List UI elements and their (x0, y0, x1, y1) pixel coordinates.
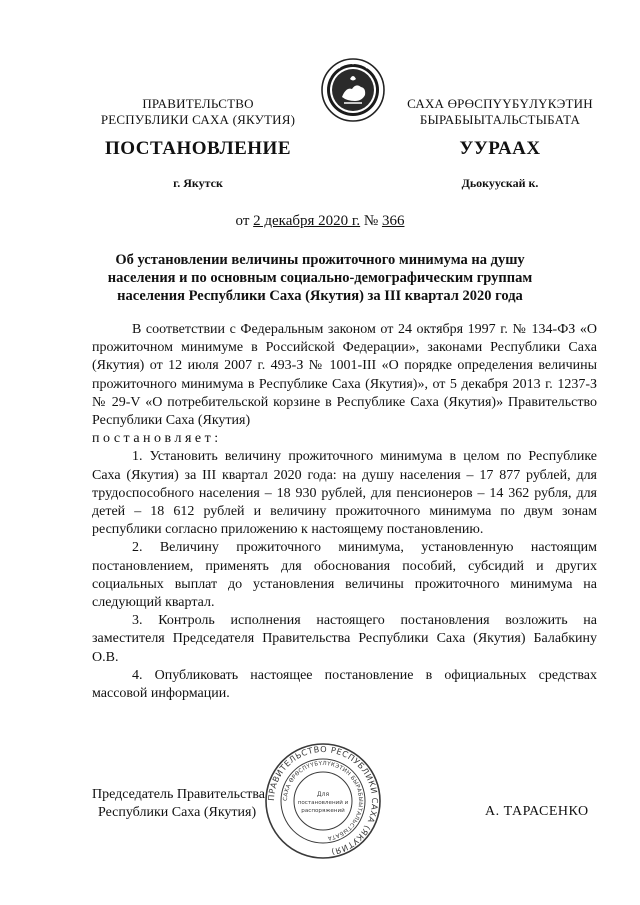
subject-line1: Об установлении величины прожиточного минимума на душу (115, 252, 525, 268)
item-1-paragraph: 1. Установить величину прожиточного минимума в целом по Республике Саха (Якутия) за III квартал 2020 года: на душу населения – 17 877 рублей, для трудоспособного населения – 18 930 рублей, для пенсионеров – 14 362 рубля, для детей – 18 612 рублей и величину прожиточного минимума по двум зонам республики согласно приложению к настоящему постановлению. (92, 449, 597, 538)
coat-of-arms-icon (320, 57, 386, 123)
signatory-position (92, 786, 292, 822)
subject-line3: населения Республики Саха (Якутия) за III квартал 2020 года (117, 288, 523, 304)
document-body (92, 321, 597, 703)
item-2-paragraph: 2. Величину прожиточного минимума, установленную настоящим постановлением, применять для обоснования пособий, субсидий и других социальных выплат до установления величины прожиточного минимума на следующий квартал. (92, 540, 597, 611)
seal-center-line1: Для (316, 791, 330, 798)
preamble-paragraph: В соответствии с Федеральным законом от 24 октября 1997 г. № 134-ФЗ «О прожиточном минимуме в Российской Федерации», законами Республики Саха (Якутия) от 12 июля 2007 г. 493-З № 1001-III «О порядке определения величины прожиточного минимума в Республике Саха (Якутия)», от 5 декабря 2013 г. 1237-З № 29-V «О потребительской корзине в Республике Саха (Якутия)» Правительство Республики Саха (Якутия) (92, 322, 597, 429)
seal-outer-text: ПРАВИТЕЛЬСТВО РЕСПУБЛИКИ САХА (ЯКУТИЯ) (265, 743, 381, 858)
city-sakha: Дьокуускай к. (461, 176, 539, 190)
seal-center-line2: постановлений и (297, 800, 349, 806)
number-sign: № (363, 213, 379, 229)
issuer-sakha-line2: БЫРАБЫЫТАЛЬСТЫБАТА (419, 112, 581, 127)
document-date: 2 декабря 2020 г. (253, 213, 361, 229)
city-ru: г. Якутск (173, 176, 223, 190)
issuer-name-sakha (390, 96, 610, 128)
doc-type-sakha: УУРААХ (459, 138, 541, 159)
signatory-name: А. ТАРАСЕНКО (485, 804, 589, 819)
date-number-line (0, 213, 640, 230)
issuer-ru-line2: РЕСПУБЛИКИ САХА (ЯКУТИЯ) (100, 112, 296, 127)
seal-center-line3: распоряжений (301, 808, 345, 814)
decrees-word: постановляет: (92, 431, 222, 447)
item-3-paragraph: 3. Контроль исполнения настоящего постановления возложить на заместителя Председателя Правительства Республики Саха (Якутия) Балабкину О.В. (92, 613, 597, 665)
position-line1: Председатель Правительства (92, 787, 265, 802)
item-4-paragraph: 4. Опубликовать настоящее постановление в официальных средствах массовой информации. (92, 667, 597, 702)
date-prefix: от (235, 213, 250, 229)
issuer-name-ru (98, 96, 298, 128)
issuer-sakha-line1: САХА ӨРӨСПҮҮБҮЛҮКЭТИН (407, 96, 593, 111)
official-seal-icon (263, 741, 383, 861)
doc-type-ru: ПОСТАНОВЛЕНИЕ (104, 138, 292, 159)
issuer-ru-line1: ПРАВИТЕЛЬСТВО (142, 96, 254, 111)
document-number: 366 (381, 213, 405, 229)
position-line2: Республики Саха (Якутия) (98, 805, 257, 820)
subject-line2: населения и по основным социально-демографическим группам (107, 270, 533, 286)
document-subject (105, 251, 535, 305)
seal-inner-text: САХА ӨРӨСПҮҮБҮЛҮКЭТИН БЫРАБЫЫТАЛЬСТЫБАТА (282, 760, 364, 841)
